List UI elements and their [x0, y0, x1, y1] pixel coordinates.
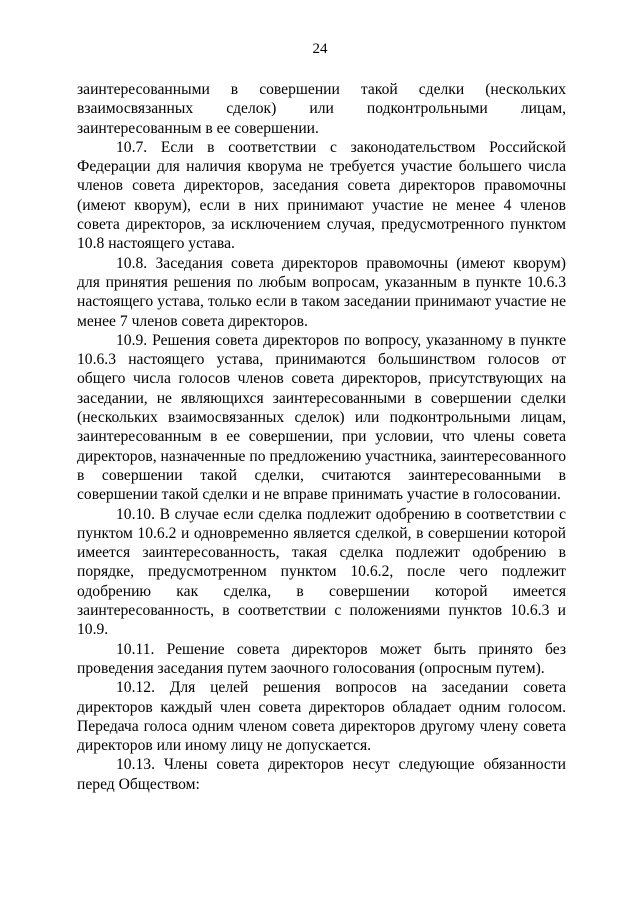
paragraph-10-8: 10.8. Заседания совета директоров правомочны (имеют кворум) для принятия решения по любым вопросам, указанным в пункте 10.6.3 настоящего устава, только если в таком заседании принимают участие не менее 7 членов совета директоров.: [77, 254, 566, 330]
paragraph-10-9: 10.9. Решения совета директоров по вопросу, указанному в пункте 10.6.3 настоящего устава, принимаются большинством голосов от общего числа голосов членов совета директоров, присутствующих на заседании, не являющихся заинтересованными в совершении сделки (нескольких взаимосвязанных сделок) или подконтрольными лицам, заинтересованным в ее совершении, при условии, что члены совета директоров, назначенные по предложению участника, заинтересованного в совершении такой сделки, считаются заинтересованными в совершении такой сделки и не вправе принимать участие в голосовании.: [77, 331, 566, 504]
paragraph-10-13: 10.13. Члены совета директоров несут следующие обязанности перед Обществом:: [77, 756, 566, 793]
paragraph-continuation: заинтересованными в совершении такой сделки (нескольких взаимосвязанных сделок) или подконтрольными лицам, заинтересованным в ее совершении.: [77, 81, 566, 137]
paragraph-10-11: 10.11. Решение совета директоров может быть принято без проведения заседания путем заочного голосования (опросным путем).: [77, 640, 566, 677]
paragraph-10-10: 10.10. В случае если сделка подлежит одобрению в соответствии с пунктом 10.6.2 и одновременно является сделкой, в совершении которой имеется заинтересованность, такая сделка подлежит одобрению в порядке, предусмотренном пунктом 10.6.2, после чего подлежит одобрению как сделка, в совершении которой имеется заинтересованность, в соответствии с положениями пунктов 10.6.3 и 10.9.: [77, 505, 566, 639]
page-number: 24: [312, 41, 328, 57]
paragraph-10-12: 10.12. Для целей решения вопросов на заседании совета директоров каждый член совета директоров обладает одним голосом. Передача голоса одним членом совета директоров другому члену совета директоров или иному лицу не допускается.: [77, 679, 566, 755]
paragraph-10-7: 10.7. Если в соответствии с законодательством Российской Федерации для наличия кворума не требуется участие большего числа членов совета директоров, заседания совета директоров правомочны (имеют кворум), если в них принимают участие не менее 4 членов совета директоров, за исключением случая, предусмотренного пунктом 10.8 настоящего устава.: [77, 138, 566, 253]
document-body: [77, 80, 566, 794]
